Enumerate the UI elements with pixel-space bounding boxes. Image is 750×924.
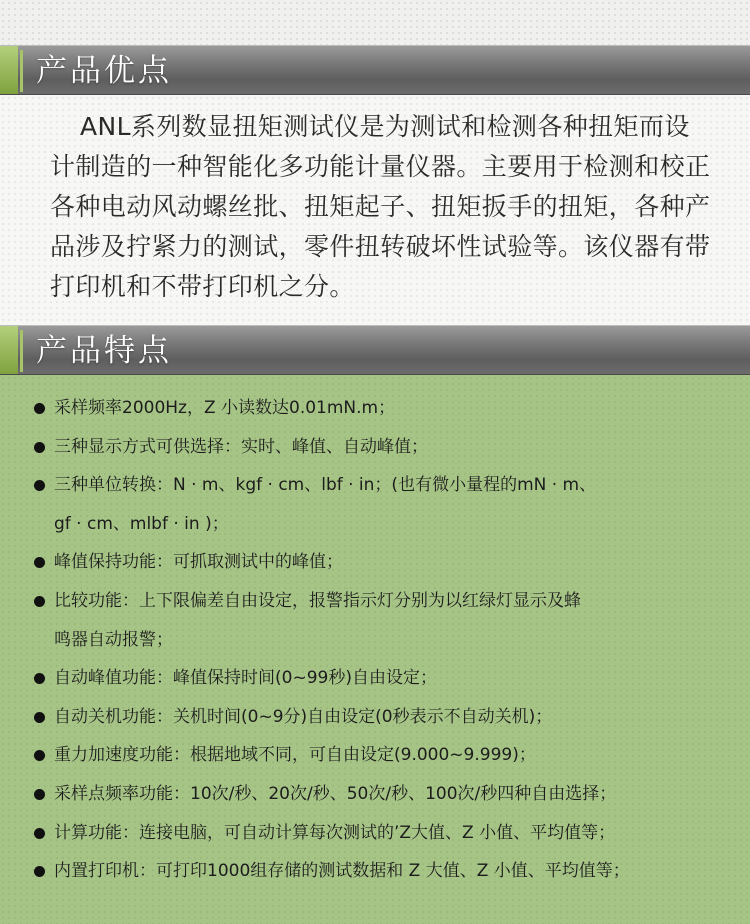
feature-text: 三种单位转换：N · m、kgf · cm、lbf · in；(也有微小量程的mN · m、 gf · cm、mlbf · in )； — [54, 475, 597, 534]
bullet-icon — [34, 403, 45, 414]
feature-text: 采样点频率功能：10次/秒、20次/秒、50次/秒、100次/秒四种自由选择； — [54, 783, 617, 804]
feature-text: 比较功能：上下限偏差自由设定，报警指示灯分别为以红绿灯显示及蜂 鸣器自动报警； — [54, 590, 581, 650]
features-list — [34, 389, 739, 891]
feature-item — [34, 736, 739, 775]
bullet-icon — [34, 596, 45, 607]
feature-text: 计算功能：连接电脑，可自动计算每次测试的’Z大值、Z 小值、平均值等； — [54, 822, 616, 843]
bullet-icon — [34, 712, 45, 723]
feature-text: 自动峰值功能：峰值保持时间(0~99秒)自由设定； — [54, 668, 437, 689]
feature-item — [34, 852, 739, 891]
features-section — [0, 375, 750, 924]
feature-item — [34, 428, 739, 467]
bullet-icon — [34, 789, 45, 800]
bullet-icon — [34, 442, 45, 453]
section-banner-advantages — [0, 45, 750, 95]
banner-accent-line — [20, 330, 23, 372]
feature-item — [34, 775, 739, 814]
bullet-icon — [34, 750, 45, 761]
advantages-paragraph: ANL系列数显扭矩测试仪是为测试和检测各种扭矩而设计制造的一种智能化多功能计量仪器。主要用于检测和校正各种电动风动螺丝批、扭矩起子、扭矩扳手的扭矩，各种产品涉及拧紧力的测试，零件扭转破坏性试验等。该仪器有带打印机和不带打印机之分。 — [50, 112, 711, 301]
bullet-icon — [34, 673, 45, 684]
advantages-section — [0, 95, 750, 325]
feature-text: 采样频率2000Hz，Z 小读数达0.01mN.m； — [54, 398, 396, 418]
banner-accent-line — [20, 50, 23, 92]
feature-text: 自动关机功能：关机时间(0~9分)自由设定(0秒表示不自动关机)； — [54, 706, 553, 727]
feature-text: 内置打印机：可打印1000组存储的测试数据和 Z 大值、Z 小值、平均值等； — [54, 861, 630, 882]
feature-item — [34, 466, 739, 543]
feature-text: 三种显示方式可供选择：实时、峰值、自动峰值； — [54, 436, 428, 457]
feature-item — [34, 389, 739, 428]
section-banner-features — [0, 325, 750, 375]
banner-accent — [0, 326, 18, 374]
bullet-icon — [34, 480, 45, 491]
feature-item — [34, 814, 739, 853]
top-decorative-strip — [0, 0, 750, 45]
feature-item — [34, 582, 739, 659]
bullet-icon — [34, 557, 45, 568]
section-title-features: 产品特点 — [36, 333, 172, 369]
feature-item — [34, 698, 739, 737]
bullet-icon — [34, 866, 45, 877]
banner-accent — [0, 46, 18, 94]
section-title-advantages: 产品优点 — [36, 53, 172, 89]
feature-item — [34, 543, 739, 582]
feature-text: 重力加速度功能：根据地域不同，可自由设定(9.000~9.999)； — [54, 745, 536, 766]
feature-text: 峰值保持功能：可抓取测试中的峰值； — [54, 552, 343, 573]
bullet-icon — [34, 828, 45, 839]
feature-item — [34, 659, 739, 698]
